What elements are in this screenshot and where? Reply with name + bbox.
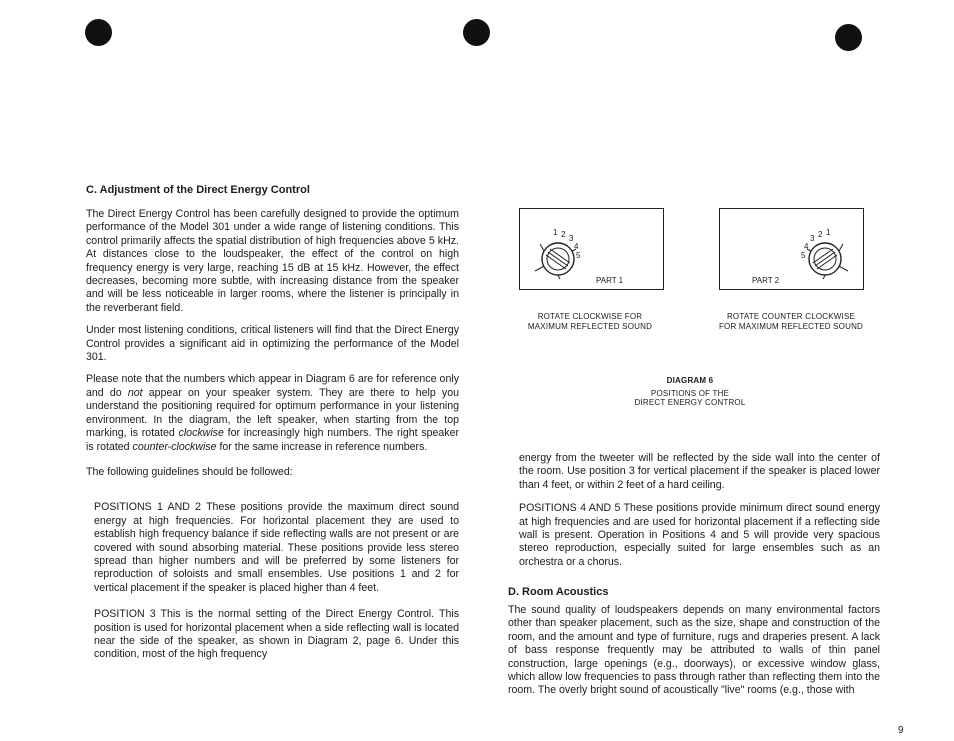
dial-2-number-4: 4 [804, 242, 809, 251]
position-3-continued: energy from the tweeter will be reflected by the side wall into the center of the room. Use position 3 for vertical placement if the speaker is placed lower than 4 feet, or within 2 feet of a hard ceiling. [519, 452, 880, 491]
part-2-label: PART 2 [752, 276, 780, 285]
diagram-part-1-box [519, 208, 664, 290]
page-number: 9 [898, 725, 904, 736]
binder-hole-left [85, 19, 112, 46]
section-c-paragraph-2: Under most listening conditions, critical listeners will find that the Direct Energy Control provides a significant aid in optimizing the performance of the Model 301. [86, 324, 459, 364]
section-d-heading: D. Room Acoustics [508, 586, 609, 598]
room-acoustics-section [508, 586, 880, 698]
room-acoustics-paragraph: The sound quality of loudspeakers depends on many environmental factors other than speaker placement, such as the size, shape and construction of the room, and the amount and type of furniture, rugs and draperies present. A lack of bass response frequently may be attributed to walls of thin panel construction, large openings (e.g., doorways), or excessive window glass, which allow low frequencies to pass through rather than reflecting them into the room. The overly bright sound of acoustically "live" rooms (e.g., those with [508, 604, 880, 697]
binder-hole-center [463, 19, 490, 46]
part-2-caption: ROTATE COUNTER CLOCKWISE FOR MAXIMUM REFLECTED SOUND [718, 312, 864, 331]
guidelines-intro: The following guidelines should be followed: [86, 465, 293, 478]
section-c-heading: C. Adjustment of the Direct Energy Control [86, 184, 310, 196]
dial-2-number-2: 2 [818, 230, 823, 239]
dial-1-number-3: 3 [569, 234, 574, 243]
diagram-6-caption: DIAGRAM 6 POSITIONS OF THE DIRECT ENERGY CONTROL [600, 376, 780, 408]
diagram-6-title: DIAGRAM 6 [666, 376, 714, 385]
dial-part-1-icon [520, 209, 663, 289]
left-column [86, 184, 459, 662]
right-column [519, 452, 880, 569]
part-1-label: PART 1 [596, 276, 624, 285]
part-1-caption: ROTATE CLOCKWISE FOR MAXIMUM REFLECTED SOUND [527, 312, 653, 331]
dial-part-2-icon [720, 209, 863, 289]
position-3-paragraph: POSITION 3 This is the normal setting of the Direct Energy Control. This position is used for horizontal placement when a side reflecting wall is located near the side of the speaker, as shown in Diagram 2, page 6. Under this condition, most of the high frequency [94, 608, 459, 661]
binder-hole-right [835, 24, 862, 51]
dial-1-number-1: 1 [553, 228, 558, 237]
diagram-part-2-box [719, 208, 864, 290]
positions-4-5-paragraph: POSITIONS 4 AND 5 These positions provide minimum direct sound energy at high frequencies and are used for horizontal placement if a reflecting side wall is present. Operation in Positions 4 and 5 will provide very spacious stereo reproduction, especially suited for large ensembles such as an orchestra or a chorus. [519, 502, 880, 568]
dial-1-number-5: 5 [576, 251, 581, 260]
dial-1-number-4: 4 [574, 242, 579, 251]
positions-1-2-paragraph: POSITIONS 1 AND 2 These positions provide the maximum direct sound energy at high frequencies. For horizontal placement they are used to establish high frequency balance if side reflecting walls are not present or are covered with sound absorbing material. These positions provide less stereo spread than higher numbers and will be preferred by some listeners for reproduction of soloists and small ensembles. Use positions 1 and 2 for vertical placement if the speaker is placed higher than 4 feet. [94, 501, 459, 594]
section-c-paragraph-3: Please note that the numbers which appear in Diagram 6 are for reference only and do not appear on your speaker system. They are there to help you understand the positioning required for optimum performance in your listening environment. In the diagram, the left speaker, when starting from the top marking, is rotated clockwise for increasingly high numbers. The right speaker is rotated counter-clockwise for the same increase in reference numbers. [86, 373, 460, 453]
dial-2-number-1: 1 [826, 228, 831, 237]
dial-2-number-5: 5 [801, 251, 806, 260]
section-c-paragraph-1: The Direct Energy Control has been carefully designed to provide the optimum performance of the Model 301 under a wide range of listening conditions. This control primarily affects the spatial distribution of high frequencies above 5 kHz. At distances close to the loudspeaker, the effect of the control on high frequency energy is very large, reaching 15 dB at 15 kHz. However, the effect decreases, becoming more subtle, with increasing distance from the speaker and will be less noticeable in larger rooms, where the listener is principally in the reverberant field. [86, 208, 459, 314]
dial-1-number-2: 2 [561, 230, 566, 239]
dial-2-number-3: 3 [810, 234, 815, 243]
